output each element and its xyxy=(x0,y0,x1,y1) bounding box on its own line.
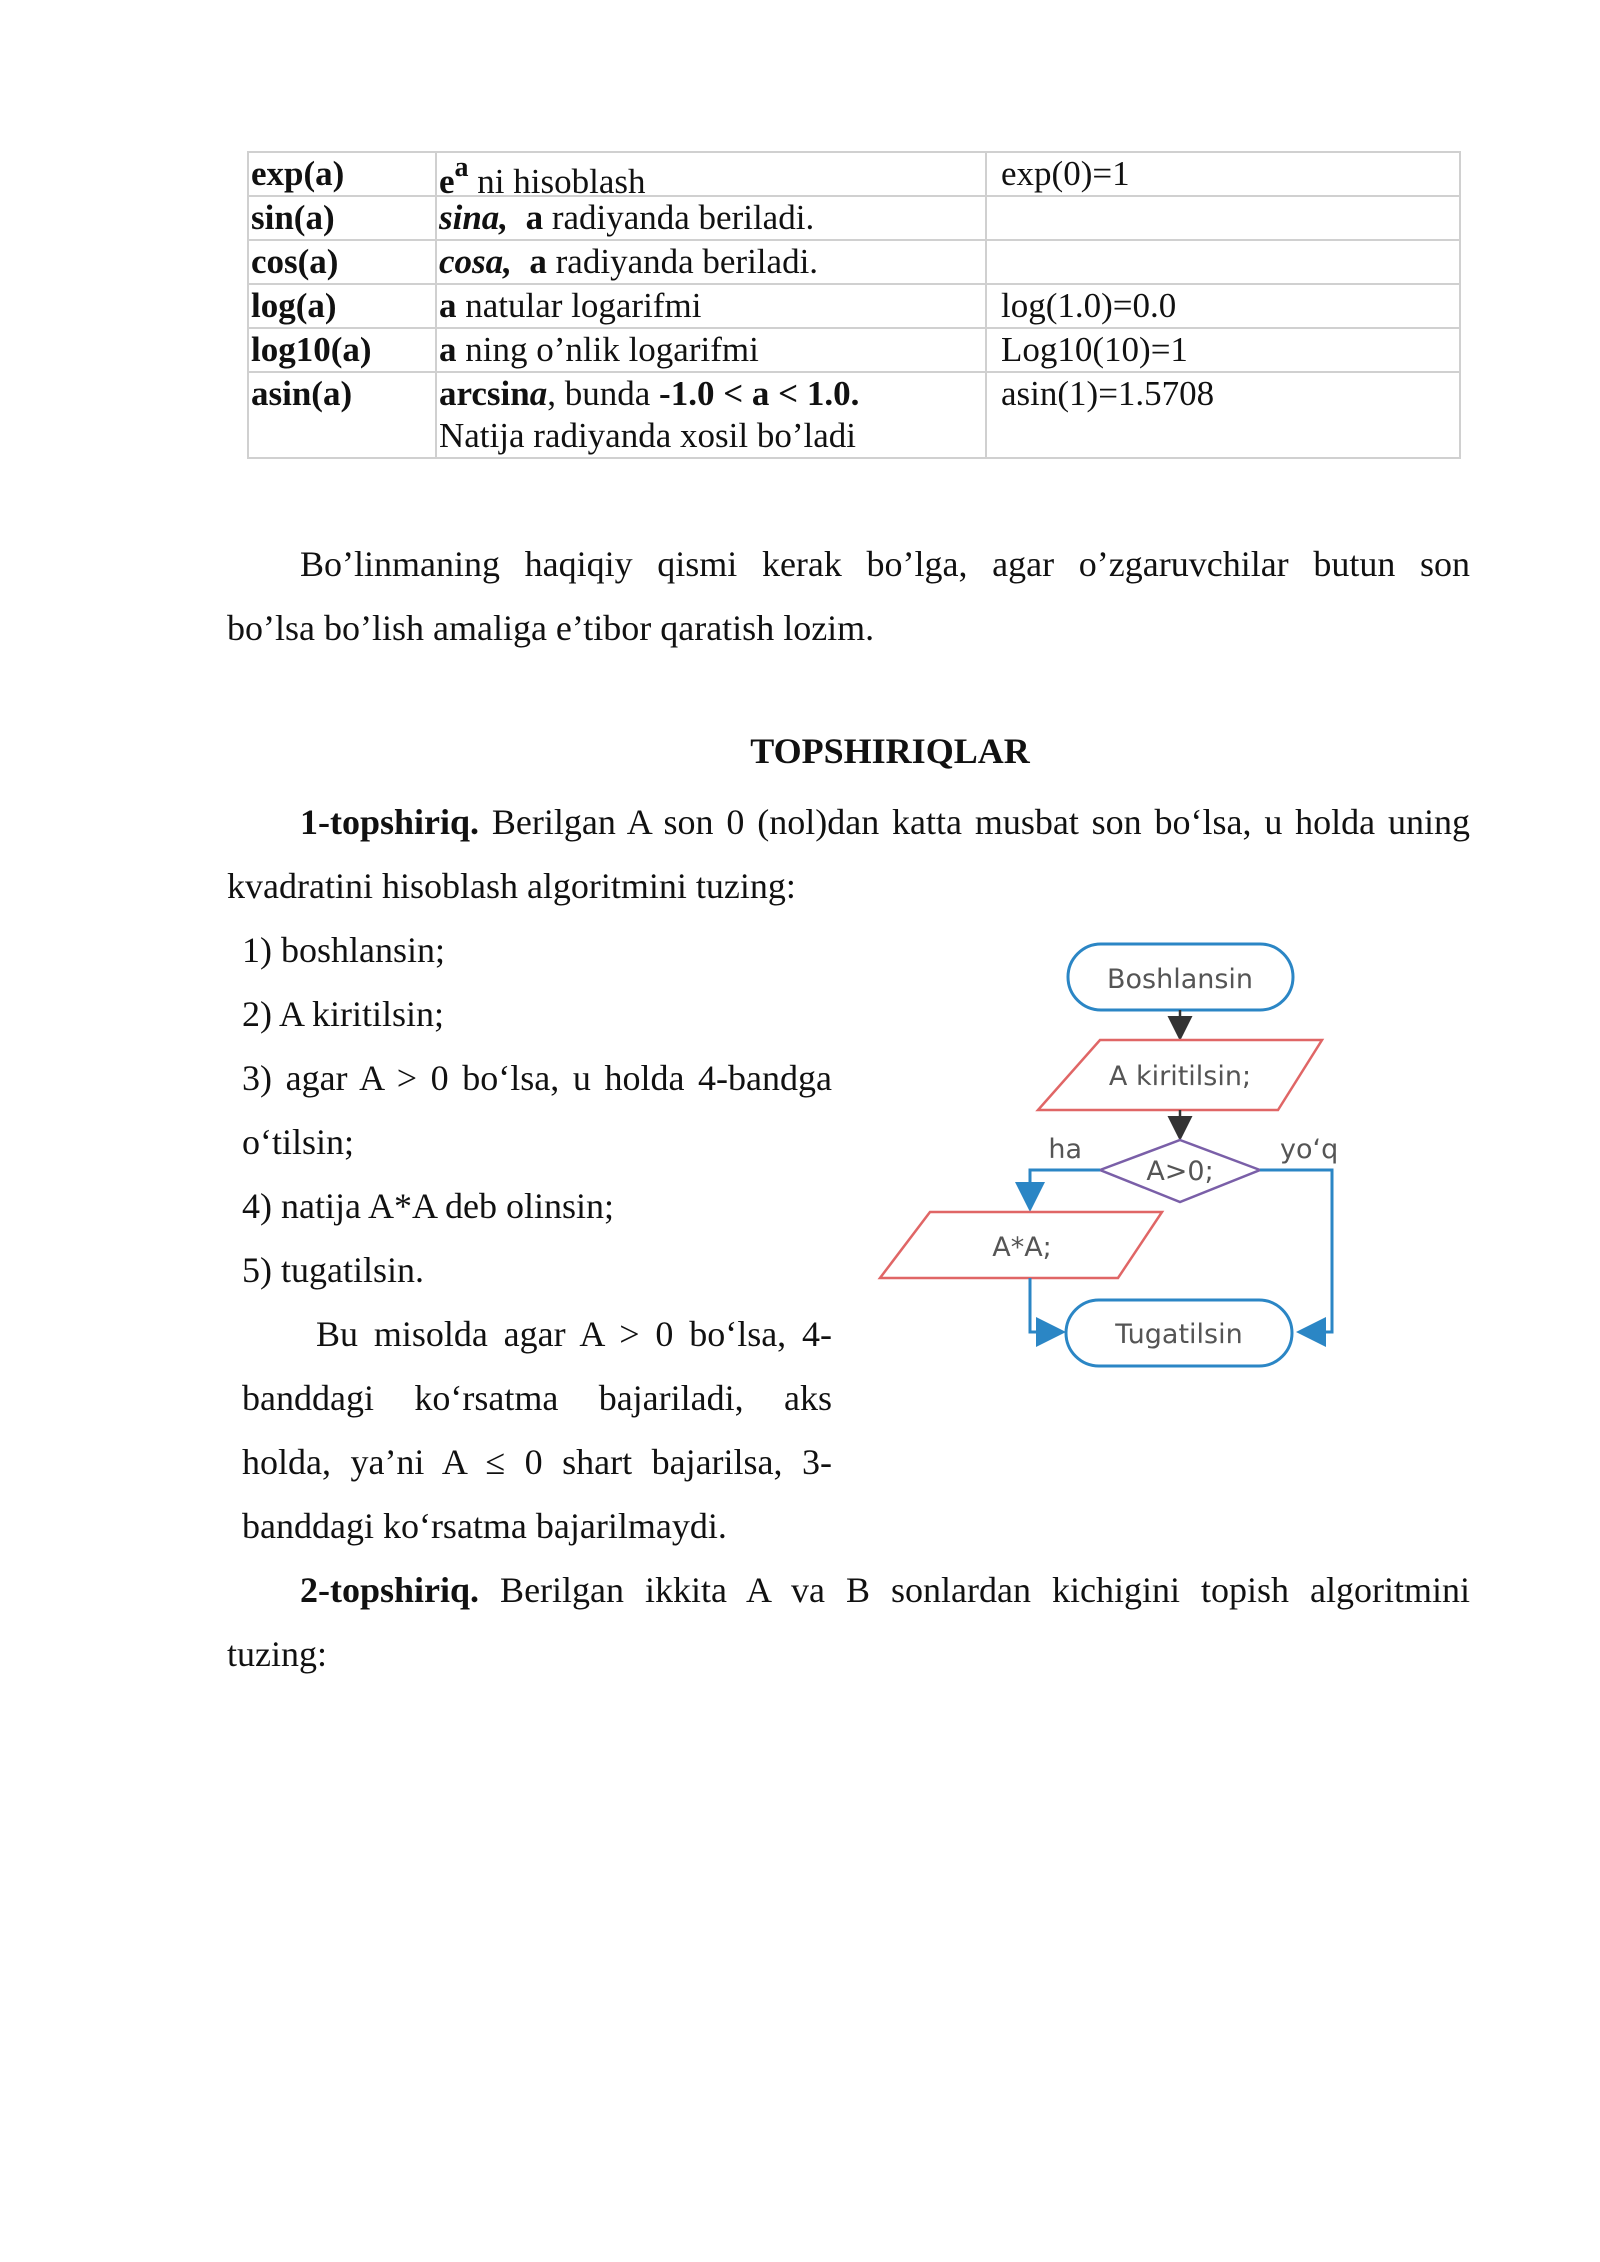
function-example: Log10(10)=1 xyxy=(986,328,1460,372)
step-item: 2) A kiritilsin; xyxy=(242,994,445,1034)
table-row xyxy=(248,372,1460,458)
end-label: Tugatilsin xyxy=(1115,1319,1243,1350)
table-row xyxy=(248,328,1460,372)
yes-label: ha xyxy=(1048,1134,1082,1165)
function-name: log(a) xyxy=(248,284,436,328)
table-row xyxy=(248,240,1460,284)
step-item: 5) tugatilsin. xyxy=(242,1250,424,1290)
function-description: sina, a radiyanda beriladi. xyxy=(436,196,986,240)
step-item: 4) natija A*A deb olinsin; xyxy=(242,1186,614,1226)
task1-line: kvadratini hisoblash algoritmini tuzing: xyxy=(227,866,796,906)
table-row xyxy=(248,284,1460,328)
function-name: exp(a) xyxy=(248,152,436,196)
flowchart-diagram xyxy=(870,930,1350,1380)
step-item: 1) boshlansin; xyxy=(242,930,445,970)
table-row xyxy=(248,152,1460,196)
input-label: A kiritilsin; xyxy=(1108,1061,1252,1092)
function-example: exp(0)=1 xyxy=(986,152,1460,196)
task1-line: 1-topshiriq. Berilgan A son 0 (nol)dan katta musbat son bo‘lsa, u holda uning xyxy=(300,802,1470,842)
start-label: Boshlansin xyxy=(1106,964,1254,995)
function-description: $e^a$ ni hisoblash xyxy=(436,152,986,196)
function-description: a natular logarifmi xyxy=(436,284,986,328)
task-label: 2-topshiriq. xyxy=(300,1570,480,1610)
task2-line: tuzing: xyxy=(227,1634,327,1674)
explanation-line: holda, ya’ni A ≤ 0 shart bajarilsa, 3- xyxy=(242,1442,832,1482)
function-description: a ning o’nlik logarifmi xyxy=(436,328,986,372)
task-label: 1-topshiriq. xyxy=(300,802,480,842)
function-name: log10(a) xyxy=(248,328,436,372)
process-label: A*A; xyxy=(992,1232,1052,1263)
explanation-line: banddagi ko‘rsatma bajarilmaydi. xyxy=(242,1506,727,1546)
arrow xyxy=(1030,1278,1060,1332)
function-table xyxy=(247,151,1461,459)
explanation-line: banddagi ko‘rsatma bajariladi, aks xyxy=(242,1378,832,1418)
no-label: yo‘q xyxy=(1280,1134,1339,1165)
yes-arrow xyxy=(1030,1170,1100,1206)
function-example: log(1.0)=0.0 xyxy=(986,284,1460,328)
step-item: o‘tilsin; xyxy=(242,1122,355,1162)
table-row xyxy=(248,196,1460,240)
task2-line: 2-topshiriq. Berilgan ikkita A va B sonlardan kichigini topish algoritmini xyxy=(300,1570,1470,1610)
function-name: sin(a) xyxy=(248,196,436,240)
function-description: arcsina, bunda -1.0 < a < 1.0. Natija radiyanda xosil bo’ladi xyxy=(436,372,986,458)
note-line: bo’lsa bo’lish amaliga e’tibor qaratish lozim. xyxy=(227,608,875,648)
function-name: cos(a) xyxy=(248,240,436,284)
function-example xyxy=(986,240,1460,284)
explanation-line: Bu misolda agar A > 0 bo‘lsa, 4- xyxy=(316,1314,832,1354)
step-item: 3) agar A > 0 bo‘lsa, u holda 4-bandga xyxy=(242,1058,832,1098)
function-example: asin(1)=1.5708 xyxy=(986,372,1460,458)
section-heading: TOPSHIRIQLAR xyxy=(750,731,1030,771)
function-example xyxy=(986,196,1460,240)
condition-label: A>0; xyxy=(1146,1156,1214,1187)
function-description: cosa, a radiyanda beriladi. xyxy=(436,240,986,284)
note-line: Bo’linmaning haqiqiy qismi kerak bo’lga, agar o’zgaruvchilar butun son xyxy=(300,544,1470,584)
function-name: asin(a) xyxy=(248,372,436,458)
